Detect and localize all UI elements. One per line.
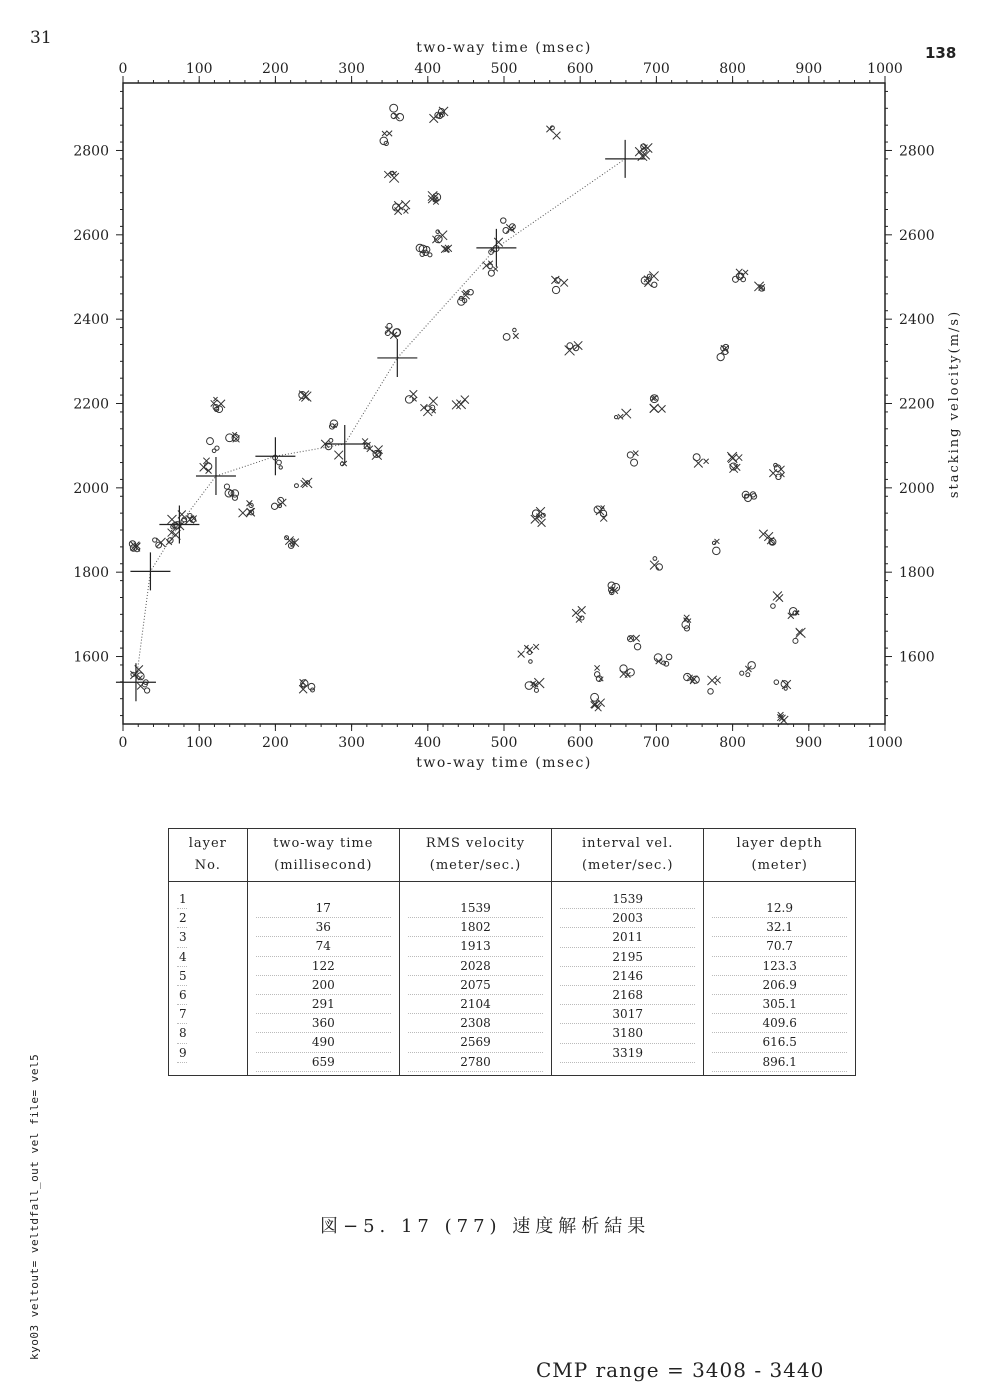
semblance-mark-x bbox=[714, 677, 720, 683]
semblance-mark-x bbox=[641, 145, 648, 152]
semblance-mark-circle bbox=[552, 286, 559, 293]
table-cell-layers: 4 bbox=[177, 948, 187, 967]
table-cell-two-way-time: 74 bbox=[256, 937, 391, 956]
semblance-mark-circle bbox=[600, 510, 606, 516]
semblance-mark-circle bbox=[774, 680, 779, 685]
header-interval-velocity: interval vel. (meter/sec.) bbox=[552, 829, 704, 882]
plot-frame bbox=[123, 83, 885, 724]
semblance-mark-circle bbox=[391, 113, 396, 118]
semblance-mark-circle bbox=[529, 660, 533, 664]
semblance-mark-circle bbox=[682, 621, 690, 629]
semblance-mark-circle bbox=[746, 673, 750, 677]
table-cell-interval-velocity: 1539 bbox=[560, 890, 695, 909]
table-cell-two-way-time: 17 bbox=[256, 899, 391, 918]
x-tick-label-top: 1000 bbox=[867, 61, 903, 77]
semblance-mark-circle bbox=[708, 689, 713, 694]
semblance-mark-x bbox=[386, 131, 392, 137]
semblance-mark-circle bbox=[277, 460, 282, 465]
table-cell-two-way-time: 659 bbox=[256, 1053, 391, 1072]
table-cell-layers: 6 bbox=[177, 986, 187, 1005]
x-tick-label-top: 800 bbox=[719, 61, 746, 77]
semblance-mark-circle bbox=[627, 452, 633, 458]
x-tick-label-top: 900 bbox=[795, 61, 823, 77]
x-tick-label-top: 700 bbox=[643, 61, 670, 77]
y-tick-label-left: 1800 bbox=[73, 565, 109, 582]
table-cell-layer-depth: 12.9 bbox=[712, 899, 847, 918]
semblance-mark-x bbox=[707, 676, 716, 685]
semblance-mark-circle bbox=[503, 334, 510, 341]
semblance-mark-x bbox=[650, 561, 659, 570]
semblance-mark-circle bbox=[501, 218, 506, 223]
y-tick-label-right: 2600 bbox=[899, 227, 935, 244]
semblance-mark-circle bbox=[294, 484, 298, 488]
semblance-mark-x bbox=[534, 678, 544, 688]
velocity-table-wrapper bbox=[168, 828, 856, 1076]
semblance-mark-circle bbox=[653, 557, 657, 561]
semblance-mark-circle bbox=[212, 449, 216, 453]
table-cell-rms-velocity: 2780 bbox=[408, 1053, 543, 1072]
header-two-way-time: two-way time (millisecond) bbox=[247, 829, 399, 882]
table-cell-interval-velocity: 2011 bbox=[560, 928, 695, 947]
header-rms-velocity: RMS velocity (meter/sec.) bbox=[399, 829, 551, 882]
table-cell-rms-velocity: 2028 bbox=[408, 957, 543, 976]
semblance-mark-x bbox=[439, 107, 448, 116]
semblance-mark-circle bbox=[567, 343, 573, 349]
picked-velocity-cross bbox=[325, 425, 365, 463]
y-tick-label-right: 2000 bbox=[899, 480, 935, 497]
semblance-mark-x bbox=[168, 529, 176, 537]
y-tick-label-right: 1600 bbox=[899, 649, 935, 666]
semblance-mark-x bbox=[461, 396, 469, 404]
table-cell-layers: 7 bbox=[177, 1005, 187, 1024]
x-tick-label-top: 0 bbox=[118, 61, 128, 77]
table-cell-interval-velocity: 2146 bbox=[560, 967, 695, 986]
picked-velocity-layer bbox=[116, 140, 645, 701]
semblance-mark-x bbox=[736, 454, 742, 460]
table-cell-rms-velocity: 2104 bbox=[408, 995, 543, 1014]
semblance-mark-x bbox=[334, 451, 343, 460]
column-interval-velocity bbox=[552, 882, 704, 1076]
semblance-mark-circle bbox=[405, 396, 413, 404]
x-tick-label-bottom: 600 bbox=[566, 735, 594, 751]
table-cell-interval-velocity: 3319 bbox=[560, 1044, 695, 1063]
table-cell-layer-depth: 616.5 bbox=[712, 1033, 847, 1052]
semblance-mark-circle bbox=[771, 604, 776, 609]
semblance-mark-x bbox=[433, 194, 438, 199]
column-two-way-time bbox=[247, 882, 399, 1076]
semblance-mark-x bbox=[429, 114, 438, 123]
semblance-mark-circle bbox=[207, 438, 214, 445]
table-cell-two-way-time: 490 bbox=[256, 1033, 391, 1052]
semblance-mark-circle bbox=[204, 463, 211, 470]
picked-velocity-cross bbox=[605, 140, 645, 178]
side-note: kyo03 veltout= veltdfall_out vel file= vel5 bbox=[28, 1053, 41, 1360]
y-axis-title-right: stacking velocity(m/s) bbox=[947, 309, 962, 499]
x-tick-label-bottom: 100 bbox=[185, 735, 213, 751]
semblance-mark-circle bbox=[224, 484, 229, 489]
semblance-mark-circle bbox=[614, 415, 617, 418]
semblance-mark-x bbox=[452, 401, 461, 410]
semblance-mark-x bbox=[684, 615, 690, 621]
table-cell-layer-depth: 896.1 bbox=[712, 1053, 847, 1072]
x-tick-label-bottom: 900 bbox=[795, 735, 823, 751]
semblance-mark-circle bbox=[513, 328, 517, 332]
x-tick-label-top: 400 bbox=[414, 61, 442, 77]
picked-velocity-cross bbox=[476, 229, 516, 267]
table-body-row bbox=[169, 882, 856, 1076]
y-tick-label-left: 2600 bbox=[73, 227, 109, 244]
table-cell-interval-velocity: 2003 bbox=[560, 909, 695, 928]
semblance-mark-circle bbox=[620, 665, 627, 672]
table-cell-rms-velocity: 2308 bbox=[408, 1014, 543, 1033]
semblance-mark-circle bbox=[279, 466, 282, 469]
semblance-mark-x bbox=[650, 404, 659, 413]
table-cell-layers: 5 bbox=[177, 967, 187, 986]
semblance-mark-x bbox=[429, 397, 438, 406]
semblance-mark-circle bbox=[666, 654, 672, 660]
x-tick-label-bottom: 1000 bbox=[867, 735, 903, 751]
y-tick-label-left: 2000 bbox=[73, 480, 109, 497]
column-rms-velocity bbox=[399, 882, 551, 1076]
semblance-mark-x bbox=[546, 126, 552, 132]
table-cell-layer-depth: 32.1 bbox=[712, 918, 847, 937]
semblance-mark-x bbox=[518, 651, 525, 658]
column-layer-depth bbox=[704, 882, 856, 1076]
semblance-mark-circle bbox=[793, 638, 798, 643]
semblance-mark-x bbox=[167, 515, 176, 524]
velocity-table bbox=[168, 828, 856, 1076]
picked-velocity-cross bbox=[377, 339, 417, 377]
table-cell-layers: 2 bbox=[177, 909, 187, 928]
picked-velocity-line bbox=[136, 159, 625, 682]
semblance-mark-circle bbox=[534, 688, 538, 692]
table-cell-two-way-time: 200 bbox=[256, 976, 391, 995]
y-tick-label-left: 2400 bbox=[73, 312, 109, 329]
table-cell-rms-velocity: 2569 bbox=[408, 1033, 543, 1052]
semblance-mark-circle bbox=[271, 503, 277, 509]
table-cell-rms-velocity: 1802 bbox=[408, 918, 543, 937]
semblance-mark-x bbox=[401, 200, 410, 209]
x-tick-label-bottom: 400 bbox=[414, 735, 442, 751]
semblance-mark-circle bbox=[393, 204, 400, 211]
semblance-mark-circle bbox=[740, 671, 744, 675]
semblance-mark-x bbox=[743, 270, 748, 275]
table-cell-two-way-time: 122 bbox=[256, 957, 391, 976]
table-cell-layers: 8 bbox=[177, 1024, 187, 1043]
table-cell-layer-depth: 70.7 bbox=[712, 937, 847, 956]
semblance-mark-circle bbox=[329, 438, 333, 442]
semblance-mark-x bbox=[553, 132, 561, 140]
semblance-mark-x bbox=[633, 635, 640, 642]
y-tick-label-left: 2800 bbox=[73, 143, 109, 160]
semblance-mark-x bbox=[410, 390, 418, 398]
semblance-mark-x bbox=[728, 454, 737, 463]
semblance-mark-circle bbox=[634, 643, 640, 649]
table-cell-layer-depth: 409.6 bbox=[712, 1014, 847, 1033]
semblance-mark-x bbox=[560, 279, 568, 287]
table-cell-interval-velocity: 2195 bbox=[560, 948, 695, 967]
x-axis-title-bottom: two-way time (msec) bbox=[416, 755, 592, 771]
x-tick-label-bottom: 800 bbox=[719, 735, 746, 751]
table-cell-rms-velocity: 2075 bbox=[408, 976, 543, 995]
table-header-row bbox=[169, 829, 856, 882]
marks-layer bbox=[129, 104, 805, 725]
semblance-mark-circle bbox=[390, 104, 398, 112]
page-number-left: 31 bbox=[30, 28, 52, 48]
semblance-mark-x bbox=[658, 405, 665, 412]
table-cell-layer-depth: 123.3 bbox=[712, 957, 847, 976]
semblance-mark-x bbox=[382, 131, 387, 136]
x-tick-label-top: 300 bbox=[338, 61, 365, 77]
table-cell-two-way-time: 360 bbox=[256, 1014, 391, 1033]
semblance-mark-circle bbox=[591, 693, 599, 701]
table-cell-layer-depth: 305.1 bbox=[712, 995, 847, 1014]
table-cell-rms-velocity: 1913 bbox=[408, 937, 543, 956]
semblance-mark-x bbox=[622, 409, 631, 418]
table-cell-layers: 9 bbox=[177, 1044, 187, 1063]
table-cell-two-way-time: 291 bbox=[256, 995, 391, 1014]
x-tick-label-bottom: 300 bbox=[338, 735, 365, 751]
picked-velocity-cross bbox=[116, 663, 156, 701]
x-tick-label-top: 100 bbox=[185, 61, 213, 77]
semblance-mark-circle bbox=[713, 547, 721, 555]
semblance-mark-circle bbox=[144, 688, 149, 693]
semblance-mark-circle bbox=[759, 286, 765, 292]
table-cell-rms-velocity: 1539 bbox=[408, 899, 543, 918]
y-tick-label-right: 2800 bbox=[899, 143, 935, 160]
x-tick-label-bottom: 200 bbox=[262, 735, 289, 751]
table-cell-two-way-time: 36 bbox=[256, 918, 391, 937]
column-layer-no bbox=[169, 882, 248, 1076]
y-tick-label-right: 2200 bbox=[899, 396, 935, 413]
semblance-mark-x bbox=[493, 267, 498, 272]
y-tick-label-left: 1600 bbox=[73, 649, 109, 666]
y-tick-label-left: 2200 bbox=[73, 396, 109, 413]
x-axis-title-top: two-way time (msec) bbox=[416, 40, 592, 56]
semblance-mark-x bbox=[625, 672, 630, 677]
semblance-mark-x bbox=[420, 404, 427, 411]
semblance-mark-circle bbox=[693, 454, 700, 461]
semblance-mark-circle bbox=[232, 495, 237, 500]
picked-velocity-cross bbox=[130, 552, 170, 590]
table-cell-layers: 3 bbox=[177, 928, 187, 947]
semblance-mark-circle bbox=[631, 459, 638, 466]
table-cell-interval-velocity: 3180 bbox=[560, 1024, 695, 1043]
x-tick-label-bottom: 500 bbox=[490, 735, 518, 751]
semblance-mark-x bbox=[384, 171, 391, 178]
semblance-mark-x bbox=[594, 665, 599, 670]
table-cell-interval-velocity: 3017 bbox=[560, 1005, 695, 1024]
header-layer-depth: layer depth (meter) bbox=[704, 829, 856, 882]
table-cell-layer-depth: 206.9 bbox=[712, 976, 847, 995]
x-tick-label-top: 200 bbox=[262, 61, 289, 77]
semblance-mark-x bbox=[456, 400, 465, 409]
semblance-mark-x bbox=[403, 209, 408, 214]
x-tick-label-top: 600 bbox=[566, 61, 594, 77]
figure-caption: 図−5. 17 (77) 速度解析結果 bbox=[320, 1216, 651, 1237]
table-cell-layers: 1 bbox=[177, 890, 187, 909]
cmp-range-label: CMP range = 3408 - 3440 bbox=[536, 1358, 825, 1382]
semblance-mark-circle bbox=[292, 539, 295, 542]
semblance-mark-circle bbox=[652, 282, 657, 287]
y-tick-label-right: 1800 bbox=[899, 565, 935, 582]
semblance-mark-x bbox=[769, 469, 777, 477]
semblance-mark-x bbox=[513, 333, 518, 338]
semblance-mark-x bbox=[727, 452, 737, 462]
x-tick-label-top: 500 bbox=[490, 61, 518, 77]
semblance-mark-circle bbox=[664, 661, 669, 666]
semblance-mark-circle bbox=[748, 662, 755, 669]
y-tick-label-right: 2400 bbox=[899, 312, 935, 329]
semblance-mark-x bbox=[773, 592, 782, 601]
x-tick-label-bottom: 0 bbox=[118, 735, 128, 751]
semblance-mark-x bbox=[527, 647, 533, 653]
page-number-right: 138 bbox=[925, 44, 957, 62]
semblance-mark-x bbox=[704, 459, 709, 464]
semblance-mark-circle bbox=[717, 353, 724, 360]
picked-velocity-cross bbox=[255, 437, 295, 475]
semblance-mark-x bbox=[166, 539, 172, 545]
ticks-layer bbox=[73, 61, 934, 751]
header-layer-no: layer No. bbox=[169, 829, 248, 882]
semblance-mark-x bbox=[239, 509, 248, 518]
table-cell-interval-velocity: 2168 bbox=[560, 986, 695, 1005]
semblance-mark-circle bbox=[153, 538, 157, 542]
semblance-mark-x bbox=[533, 644, 539, 650]
x-tick-label-bottom: 700 bbox=[643, 735, 670, 751]
